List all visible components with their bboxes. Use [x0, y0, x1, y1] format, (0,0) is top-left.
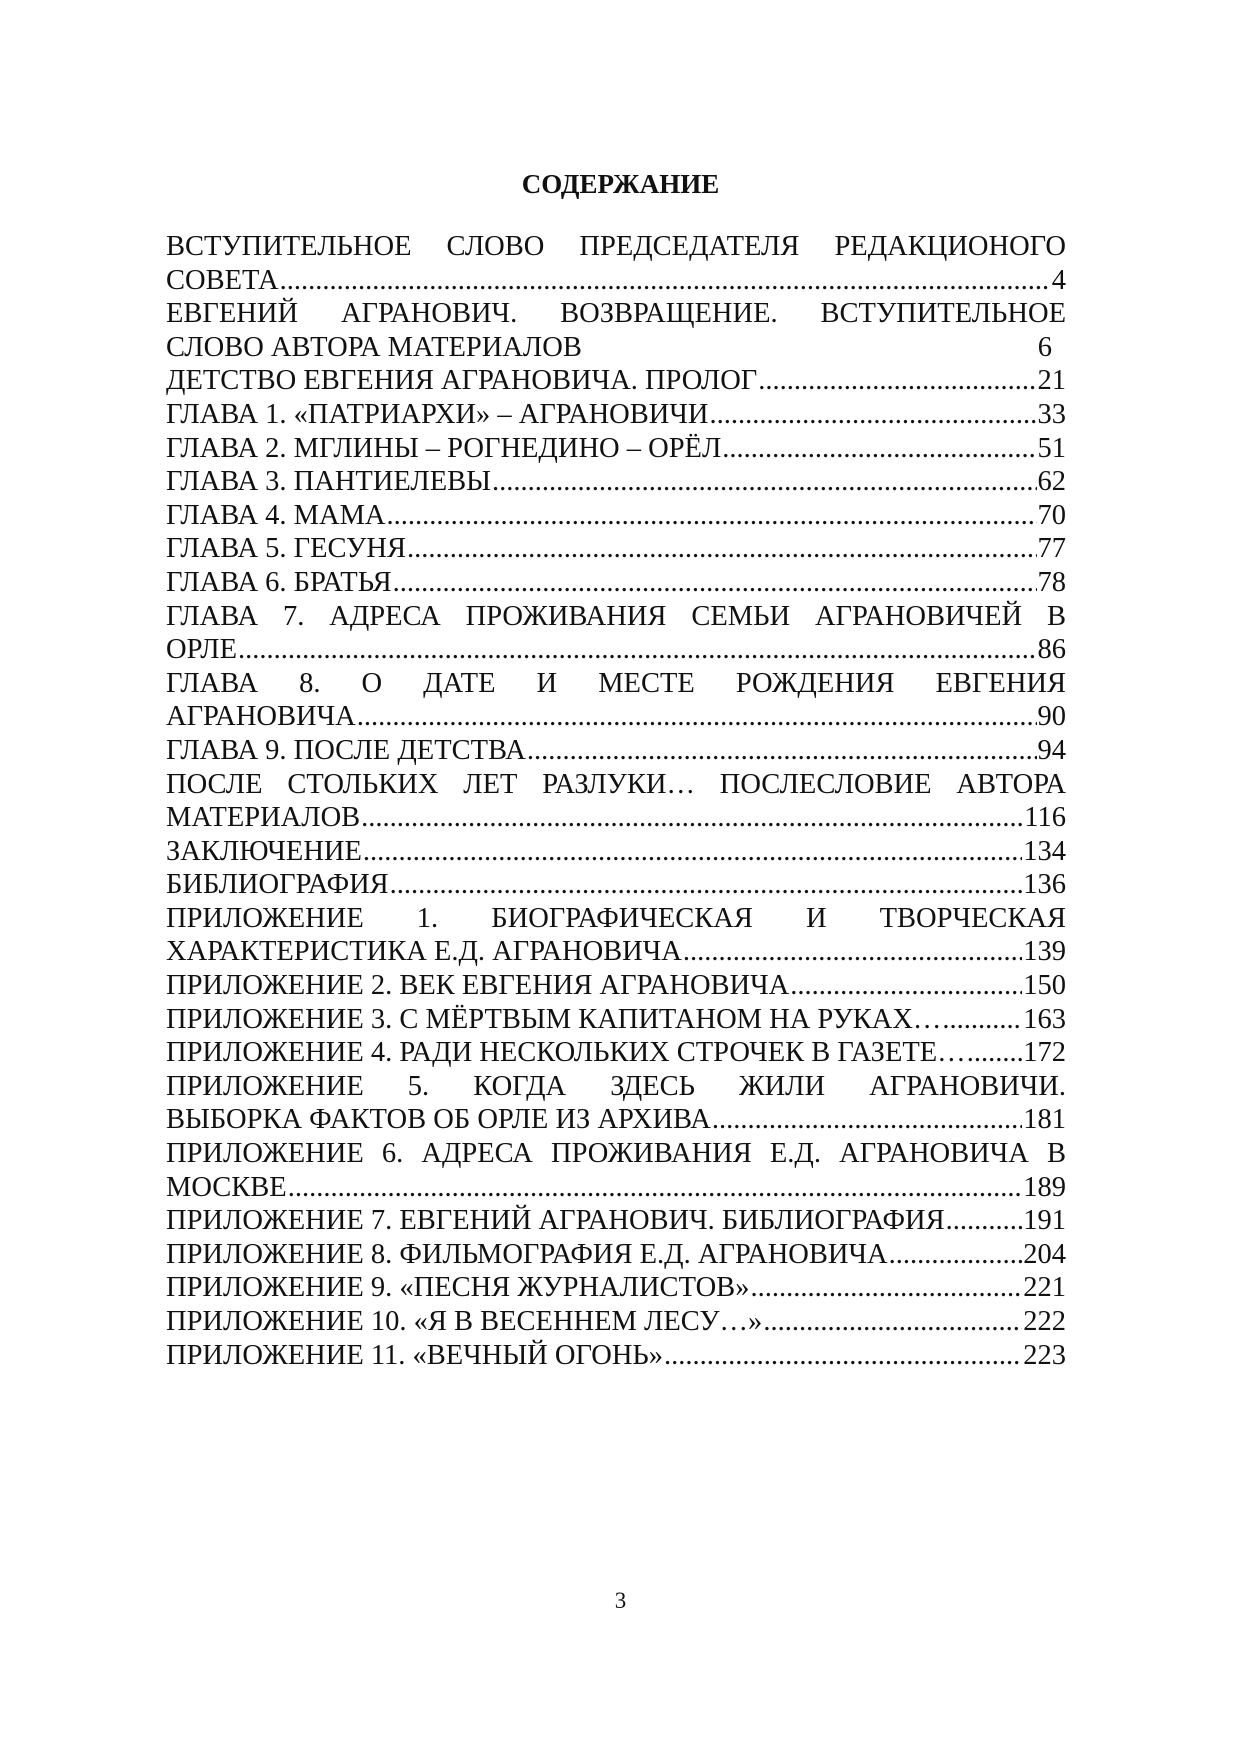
toc-entry-title: ПРИЛОЖЕНИЕ 7. ЕВГЕНИЙ АГРАНОВИЧ. БИБЛИОГРАФИЯ — [166, 1205, 945, 1237]
toc-dot-leader — [393, 566, 1037, 600]
toc-entry-page: 51 — [1037, 432, 1066, 464]
toc-dot-leader — [361, 801, 1023, 835]
toc-entry-title-line: ПРИЛОЖЕНИЕ 5. КОГДА ЗДЕСЬ ЖИЛИ АГРАНОВИЧИ. — [166, 1070, 1066, 1102]
toc-entry-page: 134 — [1023, 835, 1066, 867]
toc-entry-row — [166, 700, 1066, 734]
toc-entry-page: 21 — [1037, 365, 1066, 397]
toc-entry-title: МАТЕРИАЛОВ — [166, 802, 361, 834]
toc-entry-title: ПРИЛОЖЕНИЕ 10. «Я В ВЕСЕННЕМ ЛЕСУ…» — [166, 1306, 763, 1337]
toc-entry-title: ЗАКЛЮЧЕНИЕ — [166, 835, 362, 867]
toc-entry[interactable] — [166, 297, 1066, 364]
toc-entry[interactable] — [166, 1204, 1066, 1238]
toc-dot-leader — [946, 1204, 1023, 1238]
toc-entry[interactable] — [166, 230, 1066, 297]
toc-entry[interactable] — [166, 1036, 1066, 1070]
toc-entry-row — [166, 935, 1066, 969]
toc-entry-title: ГЛАВА 2. МГЛИНЫ – РОГНЕДИНО – ОРЁЛ — [166, 432, 722, 464]
toc-entry-page: 221 — [1023, 1272, 1066, 1304]
toc-dot-leader — [750, 1271, 1022, 1305]
toc-dot-leader — [758, 364, 1036, 398]
toc-entry-title: ВЫБОРКА ФАКТОВ ОБ ОРЛЕ ИЗ АРХИВА — [166, 1104, 711, 1136]
toc-entry-page: 189 — [1023, 1171, 1066, 1203]
toc-dot-leader — [492, 465, 1036, 499]
toc-entry[interactable] — [166, 1271, 1066, 1305]
toc-entry[interactable] — [166, 1339, 1066, 1373]
toc-entry-page: 136 — [1023, 869, 1066, 901]
toc-entry-row — [166, 432, 1066, 466]
toc-entry-title: ПРИЛОЖЕНИЕ 8. ФИЛЬМОГРАФИЯ Е.Д. АГРАНОВИЧА — [166, 1238, 888, 1270]
toc-entry-row — [166, 969, 1066, 1003]
toc-entry-page: 78 — [1037, 566, 1066, 598]
toc-entry[interactable] — [166, 600, 1066, 667]
toc-entry-title: ГЛАВА 4. МАМА — [166, 499, 386, 531]
toc-entry-page: 204 — [1023, 1238, 1066, 1270]
toc-entry-page: 181 — [1023, 1104, 1066, 1136]
toc-dot-leader — [238, 633, 1036, 667]
toc-entry-row — [166, 1103, 1066, 1137]
toc-entry-row — [166, 1305, 1066, 1339]
toc-entry-page: 6 — [1037, 331, 1052, 363]
toc-entry-row — [166, 1003, 1066, 1037]
page-title: СОДЕРЖАНИЕ — [521, 169, 720, 199]
toc-dot-leader — [709, 398, 1036, 432]
toc-entry[interactable] — [166, 667, 1066, 734]
toc-entry-page: 90 — [1037, 701, 1066, 733]
toc-entry-row — [166, 1171, 1066, 1205]
toc-entry[interactable] — [166, 835, 1066, 869]
toc-entry-row — [166, 1339, 1066, 1373]
page-number: 3 — [614, 1588, 627, 1613]
toc-entry-row — [166, 532, 1066, 566]
toc-entry-page: 77 — [1037, 533, 1066, 565]
toc-entry-title: ПРИЛОЖЕНИЕ 4. РАДИ НЕСКОЛЬКИХ СТРОЧЕК В ГАЗЕТЕ… — [166, 1037, 966, 1069]
toc-entry[interactable] — [166, 465, 1066, 499]
toc-entry[interactable] — [166, 1003, 1066, 1037]
toc-entry[interactable] — [166, 364, 1066, 398]
toc-entry[interactable] — [166, 1305, 1066, 1339]
toc-dot-leader — [942, 1003, 1022, 1037]
toc-dot-leader — [390, 868, 1023, 902]
toc-entry-row — [166, 1271, 1066, 1305]
toc-entry-title-line: ГЛАВА 7. АДРЕСА ПРОЖИВАНИЯ СЕМЬИ АГРАНОВИЧЕЙ В — [166, 600, 1066, 632]
toc-entry-row — [166, 633, 1066, 667]
toc-dot-leader — [357, 700, 1037, 734]
toc-entry-title: ОРЛЕ — [166, 634, 238, 666]
toc-entry[interactable] — [166, 969, 1066, 1003]
toc-entry-title: ГЛАВА 6. БРАТЬЯ — [166, 566, 392, 598]
toc-dot-leader — [664, 1339, 1022, 1373]
toc-dot-leader — [407, 532, 1037, 566]
toc-entry-title-line: ПРИЛОЖЕНИЕ 6. АДРЕСА ПРОЖИВАНИЯ Е.Д. АГРАНОВИЧА В — [166, 1138, 1066, 1170]
toc-entry[interactable] — [166, 1238, 1066, 1272]
toc-entry-row — [166, 264, 1066, 298]
toc-entry-title: ГЛАВА 3. ПАНТИЕЛЕВЫ — [166, 466, 492, 498]
toc-entry[interactable] — [166, 902, 1066, 969]
toc-entry-row — [166, 1036, 1066, 1070]
toc-entry-row — [166, 398, 1066, 432]
toc-entry-row — [166, 835, 1066, 869]
toc-entry-page: 222 — [1023, 1306, 1066, 1337]
toc-dot-leader — [763, 1305, 1022, 1339]
toc-entry[interactable] — [166, 1137, 1066, 1204]
toc-entry-title: МОСКВЕ — [166, 1171, 287, 1203]
toc-dot-leader — [527, 734, 1037, 768]
toc-entry[interactable] — [166, 868, 1066, 902]
toc-entry-title: ГЛАВА 1. «ПАТРИАРХИ» – АГРАНОВИЧИ — [166, 398, 709, 430]
toc-entry-title: СОВЕТА — [166, 264, 279, 296]
toc-entry-title-line: ГЛАВА 8. О ДАТЕ И МЕСТЕ РОЖДЕНИЯ ЕВГЕНИЯ — [166, 667, 1066, 699]
toc-entry-title: ХАРАКТЕРИСТИКА Е.Д. АГРАНОВИЧА — [166, 936, 682, 968]
toc-dot-leader — [288, 1171, 1023, 1205]
toc-dot-leader — [722, 432, 1036, 466]
toc-entry[interactable] — [166, 398, 1066, 432]
toc-dot-leader — [683, 935, 1022, 969]
toc-entry-row — [166, 566, 1066, 600]
toc-entry-page: 33 — [1037, 398, 1066, 430]
toc-entry-page: 62 — [1037, 466, 1066, 498]
toc-entry-page: 172 — [1023, 1037, 1066, 1069]
toc-entry[interactable] — [166, 566, 1066, 600]
toc-entry-page: 116 — [1024, 802, 1066, 834]
toc-entry-row — [166, 364, 1066, 398]
toc-entry-title: ПРИЛОЖЕНИЕ 2. ВЕК ЕВГЕНИЯ АГРАНОВИЧА — [166, 970, 790, 1002]
toc-entry-page: 70 — [1037, 499, 1066, 531]
toc-entry-title: БИБЛИОГРАФИЯ — [166, 869, 389, 901]
toc-entry-title: ПРИЛОЖЕНИЕ 3. С МЁРТВЫМ КАПИТАНОМ НА РУКАХ… — [166, 1003, 942, 1035]
toc-entry-page: 4 — [1051, 264, 1066, 296]
toc-dot-leader — [363, 835, 1022, 869]
toc-entry[interactable] — [166, 499, 1066, 533]
toc-entry-page: 94 — [1037, 734, 1066, 766]
toc-entry[interactable] — [166, 432, 1066, 466]
toc-entry-row — [166, 868, 1066, 902]
toc-entry-title-line: ВСТУПИТЕЛЬНОЕ СЛОВО ПРЕДСЕДАТЕЛЯ РЕДАКЦИОНОГО — [166, 231, 1066, 262]
toc-entry-page: 139 — [1023, 936, 1066, 968]
toc-entry-page: 223 — [1023, 1339, 1066, 1371]
toc-dot-leader — [387, 499, 1037, 533]
toc-entry[interactable] — [166, 768, 1066, 835]
toc-entry[interactable] — [166, 1070, 1066, 1137]
toc-entry-row — [166, 331, 1066, 365]
toc-entry[interactable] — [166, 734, 1066, 768]
toc-entry-title-line: ЕВГЕНИЙ АГРАНОВИЧ. ВОЗВРАЩЕНИЕ. ВСТУПИТЕЛЬНОЕ — [166, 298, 1066, 330]
toc-entry-title: ПРИЛОЖЕНИЕ 9. «ПЕСНЯ ЖУРНАЛИСТОВ» — [166, 1272, 750, 1304]
toc-dot-leader — [712, 1103, 1022, 1137]
toc-entry-title: АГРАНОВИЧА — [166, 701, 356, 733]
toc-entry-row — [166, 801, 1066, 835]
toc-entry-title: СЛОВО АВТОРА МАТЕРИАЛОВ — [166, 331, 582, 363]
table-of-contents — [166, 230, 1066, 1372]
toc-entry-title-line: ПОСЛЕ СТОЛЬКИХ ЛЕТ РАЗЛУКИ… ПОСЛЕСЛОВИЕ АВТОРА — [166, 768, 1066, 800]
toc-dot-leader — [280, 264, 1051, 298]
toc-dot-leader — [967, 1036, 1023, 1070]
toc-entry[interactable] — [166, 532, 1066, 566]
toc-entry-row — [166, 465, 1066, 499]
toc-entry-title: ДЕТСТВО ЕВГЕНИЯ АГРАНОВИЧА. ПРОЛОГ — [166, 365, 758, 397]
toc-entry-row — [166, 1238, 1066, 1272]
toc-entry-row — [166, 499, 1066, 533]
toc-entry-page: 150 — [1023, 970, 1066, 1002]
toc-entry-title-line: ПРИЛОЖЕНИЕ 1. БИОГРАФИЧЕСКАЯ И ТВОРЧЕСКАЯ — [166, 902, 1066, 934]
toc-entry-title: ПРИЛОЖЕНИЕ 11. «ВЕЧНЫЙ ОГОНЬ» — [166, 1339, 664, 1371]
toc-entry-page: 191 — [1023, 1205, 1066, 1237]
toc-entry-row — [166, 1204, 1066, 1238]
toc-entry-row — [166, 734, 1066, 768]
toc-dot-leader — [790, 969, 1022, 1003]
toc-dot-leader — [889, 1238, 1023, 1272]
toc-entry-page: 163 — [1023, 1003, 1066, 1035]
toc-entry-title: ГЛАВА 9. ПОСЛЕ ДЕТСТВА — [166, 734, 526, 766]
toc-entry-title: ГЛАВА 5. ГЕСУНЯ — [166, 533, 406, 565]
toc-entry-page: 86 — [1037, 634, 1066, 666]
